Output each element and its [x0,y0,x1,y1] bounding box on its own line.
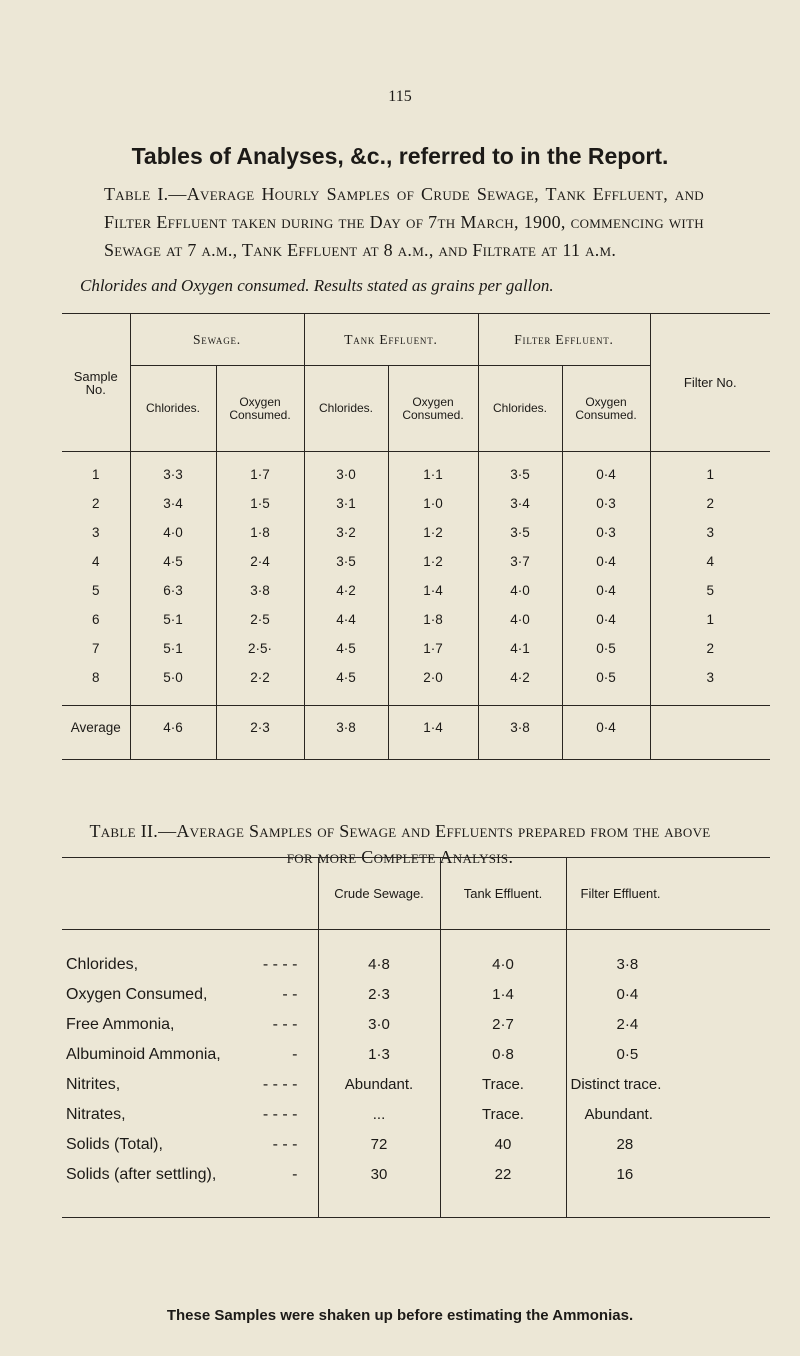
table-row: Solids (after settling), - 30 22 16 [62,1160,770,1190]
col-crude-sewage: Crude Sewage. [318,858,440,930]
group-filter-effluent: Filter Effluent. [478,314,650,366]
col-sample-no: Sample No. [73,368,118,397]
table-row: 2 3·4 1·5 3·1 1·0 3·4 0·3 2 [62,489,770,518]
filter-oxygen-header: Oxygen Consumed. [562,366,650,452]
table-row: Solids (Total), - - - 72 40 28 [62,1130,770,1160]
table-row: Oxygen Consumed, - - 2·3 1·4 0·4 [62,980,770,1010]
group-sewage: Sewage. [130,314,304,366]
col-tank-effluent: Tank Effluent. [440,858,566,930]
page-title: Tables of Analyses, &c., referred to in the Report. [131,143,669,169]
sewage-oxygen-header: Oxygen Consumed. [216,366,304,452]
table-row: Chlorides, - - - - 4·8 4·0 3·8 [62,950,770,980]
table-row: Albuminoid Ammonia, - 1·3 0·8 0·5 [62,1040,770,1070]
page-number: 115 [388,88,412,105]
table1 [62,313,770,760]
tank-chlorides-header: Chlorides. [304,366,388,452]
sewage-chlorides-header: Chlorides. [130,366,216,452]
col-filter-effluent: Filter Effluent. [566,858,770,930]
table-row: 7 5·1 2·5· 4·5 1·7 4·1 0·5 2 [62,634,770,663]
table-row: 3 4·0 1·8 3·2 1·2 3·5 0·3 3 [62,518,770,547]
table-row: 4 4·5 2·4 3·5 1·2 3·7 0·4 4 [62,547,770,576]
table-row: 6 5·1 2·5 4·4 1·8 4·0 0·4 1 [62,605,770,634]
table1-heading: Table I.—Average Hourly Samples of Crude Sewage, Tank Effluent, and Filter Effluent taken during the Day of 7th March, 1900, commencing with Sewage at 7 a.m., Tank Effluent at 8 a.m., and Filtrate at 11 a.m. [104,184,704,260]
table2 [62,857,770,1218]
tank-oxygen-header: Oxygen Consumed. [388,366,478,452]
col-filter-no: Filter No. [650,314,770,452]
table-row: Free Ammonia, - - - 3·0 2·7 2·4 [62,1010,770,1040]
table2-note: These Samples were shaken up before estimating the Ammonias. [166,1307,634,1324]
group-tank-effluent: Tank Effluent. [304,314,478,366]
filter-chlorides-header: Chlorides. [478,366,562,452]
average-row: Average 4·6 2·3 3·8 1·4 3·8 0·4 [62,706,770,760]
table-row: Nitrates, - - - - ... Trace. Abundant. [62,1100,770,1130]
table-row: 5 6·3 3·8 4·2 1·4 4·0 0·4 5 [62,576,770,605]
table2-heading: Table II.—Average Samples of Sewage and Effluents prepared from the above for more Complete Analysis. [89,821,711,867]
table1-subheading: Chlorides and Oxygen consumed. Results stated as grains per gallon. [80,276,554,295]
table-row: Nitrites, - - - - Abundant. Trace. Distinct trace. [62,1070,770,1100]
table-row: 8 5·0 2·2 4·5 2·0 4·2 0·5 3 [62,663,770,692]
table-row: 1 3·3 1·7 3·0 1·1 3·5 0·4 1 [62,460,770,489]
